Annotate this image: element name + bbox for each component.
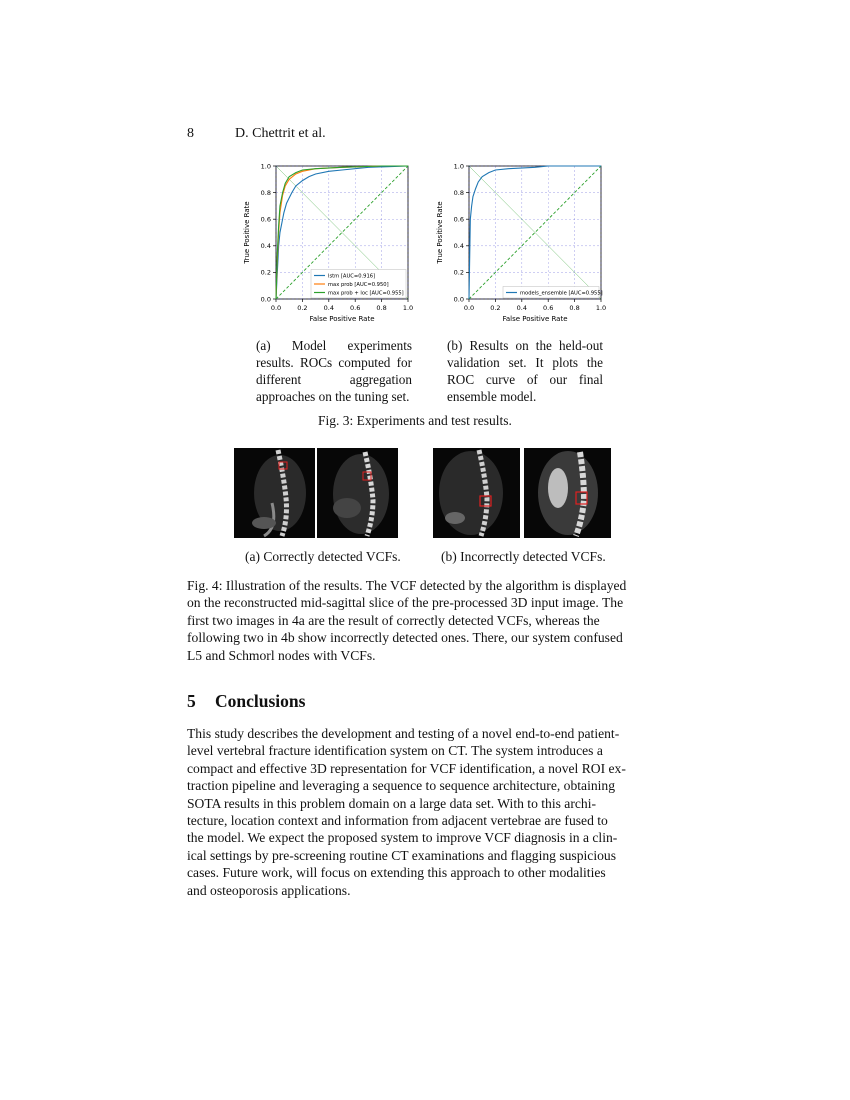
y-tick-label: 0.2 xyxy=(453,268,464,277)
ct-image-correct-1 xyxy=(234,448,315,538)
paragraph-line: level vertebral fracture identification system on CT. The system introduces a xyxy=(187,743,603,759)
y-tick-label: 0.4 xyxy=(260,242,271,251)
y-tick-label: 1.0 xyxy=(453,162,464,171)
section-title: Conclusions xyxy=(215,691,306,711)
caption-line: first two images in 4a are the result of correctly detected VCFs, whereas the xyxy=(187,612,600,628)
section-number: 5 xyxy=(187,691,196,711)
page-number: 8 xyxy=(187,126,194,141)
x-axis-label: False Positive Rate xyxy=(502,315,568,323)
x-tick-label: 0.0 xyxy=(270,304,282,312)
legend-label: max prob + loc [AUC=0.955] xyxy=(328,290,404,297)
x-tick-label: 0.4 xyxy=(516,304,527,312)
y-tick-label: 0.8 xyxy=(453,188,464,197)
y-tick-label: 0.2 xyxy=(260,268,271,277)
ct-slice-svg xyxy=(317,448,398,538)
ct-slice-svg xyxy=(234,448,315,538)
caption-line: Fig. 4: Illustration of the results. The VCF detected by the algorithm is displayed xyxy=(187,578,627,593)
roc-chart-b-svg xyxy=(433,158,613,333)
legend-label: max prob [AUC=0.950] xyxy=(328,282,389,288)
ct-slice-svg xyxy=(433,448,520,538)
legend-label: lstm [AUC=0.916] xyxy=(328,273,376,280)
figure4a-caption: (a) Correctly detected VCFs. xyxy=(245,549,401,564)
ct-image-correct-2 xyxy=(317,448,398,538)
paragraph-line: cases. Future work, will focus on extending this approach to other modalities xyxy=(187,865,606,881)
y-tick-label: 0.4 xyxy=(453,242,464,251)
x-tick-label: 1.0 xyxy=(402,304,414,312)
section-heading xyxy=(187,691,305,712)
paragraph-line: This study describes the development and testing of a novel end-to-end patient- xyxy=(187,726,620,741)
legend-label: models_ensemble [AUC=0.955] xyxy=(520,290,603,297)
y-tick-label: 1.0 xyxy=(260,162,271,171)
roc-chart-b xyxy=(433,158,613,333)
paragraph-line: and osteoporosis applications. xyxy=(187,882,351,898)
y-tick-label: 0.8 xyxy=(260,188,271,197)
conclusions-paragraph xyxy=(187,725,669,899)
caption-line: L5 and Schmorl nodes with VCFs. xyxy=(187,647,376,663)
x-tick-label: 0.6 xyxy=(543,304,554,312)
figure4-caption xyxy=(187,577,669,664)
y-tick-label: 0.6 xyxy=(260,215,271,224)
y-tick-label: 0.6 xyxy=(453,215,464,224)
paragraph-line: the model. We expect the proposed system to improve VCF diagnosis in a clin- xyxy=(187,830,618,846)
y-tick-label: 0.0 xyxy=(260,295,271,304)
x-tick-label: 0.0 xyxy=(463,304,475,312)
paragraph-line: SOTA results in this problem domain on a large data set. With to this archi- xyxy=(187,795,597,811)
paragraph-line: ical settings by pre-screening routine CT examinations and flagging suspicious xyxy=(187,847,616,863)
y-axis-label: True Positive Rate xyxy=(243,201,251,264)
paragraph-line: traction pipeline and leveraging a sequence to sequence architecture, obtaining xyxy=(187,778,616,794)
roc-chart-a xyxy=(240,158,420,333)
x-tick-label: 0.2 xyxy=(490,304,501,312)
x-axis-label: False Positive Rate xyxy=(309,315,375,323)
figure3a-caption: (a) Model experiments results. ROCs computed for different aggregation approaches on the tuning set. xyxy=(256,338,412,404)
paragraph-line: compact and effective 3D representation for VCF identification, a novel ROI ex- xyxy=(187,760,626,776)
x-tick-label: 0.2 xyxy=(297,304,308,312)
x-tick-label: 0.8 xyxy=(376,304,387,312)
x-tick-label: 1.0 xyxy=(595,304,607,312)
running-header-authors: D. Chettrit et al. xyxy=(235,126,326,141)
figure3-caption: Fig. 3: Experiments and test results. xyxy=(318,413,512,428)
x-tick-label: 0.6 xyxy=(350,304,361,312)
ct-slice-svg xyxy=(524,448,611,538)
x-tick-label: 0.8 xyxy=(569,304,580,312)
y-tick-label: 0.0 xyxy=(453,295,464,304)
paragraph-line: tecture, location context and information from adjacent vertebrae are fused to xyxy=(187,813,608,829)
figure3b-caption: (b) Results on the held-out validation set. It plots the ROC curve of our final ensemble model. xyxy=(447,338,603,404)
caption-line: on the reconstructed mid-sagittal slice of the pre-processed 3D input image. The xyxy=(187,595,624,611)
figure4b-caption: (b) Incorrectly detected VCFs. xyxy=(441,549,606,564)
x-tick-label: 0.4 xyxy=(323,304,334,312)
caption-line: following two in 4b show incorrectly detected ones. There, our system confused xyxy=(187,630,623,646)
y-axis-label: True Positive Rate xyxy=(436,201,444,264)
ct-image-incorrect-2 xyxy=(524,448,611,538)
ct-image-incorrect-1 xyxy=(433,448,520,538)
roc-chart-a-svg xyxy=(240,158,420,333)
